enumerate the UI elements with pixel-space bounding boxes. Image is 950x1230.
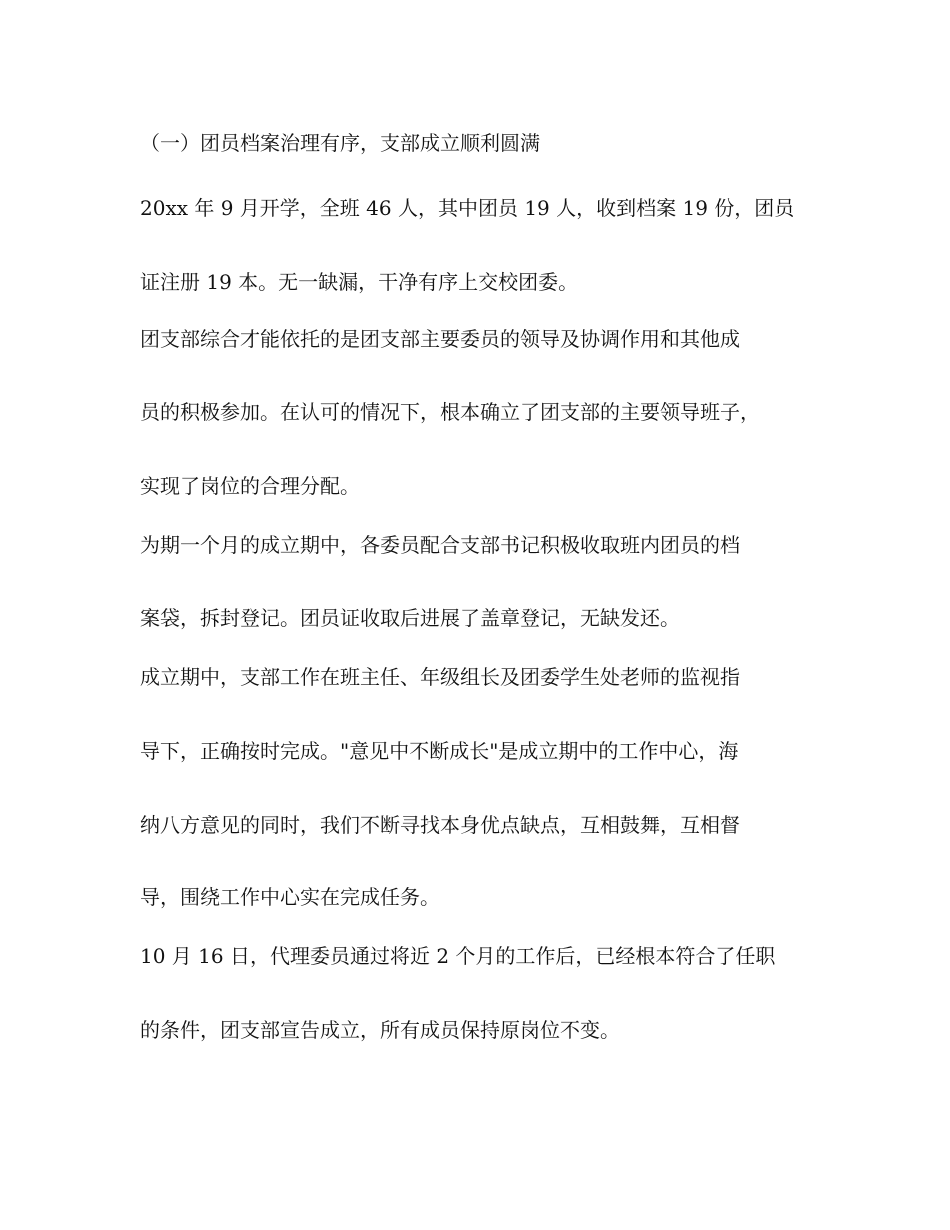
paragraph-3-line-2: 案袋，拆封登记。团员证收取后进展了盖章登记，无缺发还。 bbox=[140, 606, 680, 630]
paragraph-4-line-1: 成立期中，支部工作在班主任、年级组长及团委学生处老师的监视指 bbox=[140, 665, 740, 689]
paragraph-1-line-2: 证注册 19 本。无一缺漏，干净有序上交校团委。 bbox=[140, 270, 579, 294]
paragraph-3-line-1: 为期一个月的成立期中，各委员配合支部书记积极收取班内团员的档 bbox=[140, 533, 740, 557]
section-heading: （一）团员档案治理有序，支部成立顺利圆满 bbox=[140, 131, 540, 155]
paragraph-4-line-4: 导，围绕工作中心实在完成任务。 bbox=[140, 885, 440, 909]
paragraph-2-line-2: 员的积极参加。在认可的情况下，根本确立了团支部的主要领导班子， bbox=[140, 400, 760, 424]
paragraph-1-line-1: 20xx 年 9 月开学，全班 46 人，其中团员 19 人，收到档案 19 份，团员 bbox=[140, 196, 795, 220]
paragraph-2-line-3: 实现了岗位的合理分配。 bbox=[140, 474, 360, 498]
paragraph-5-line-2: 的条件，团支部宣告成立，所有成员保持原岗位不变。 bbox=[140, 1018, 620, 1042]
paragraph-2-line-1: 团支部综合才能依托的是团支部主要委员的领导及协调作用和其他成 bbox=[140, 327, 740, 351]
paragraph-4-line-3: 纳八方意见的同时，我们不断寻找本身优点缺点，互相鼓舞，互相督 bbox=[140, 813, 740, 837]
paragraph-5-line-1: 10 月 16 日，代理委员通过将近 2 个月的工作后，已经根本符合了任职 bbox=[140, 944, 776, 968]
paragraph-4-line-2: 导下，正确按时完成。"意见中不断成长"是成立期中的工作中心，海 bbox=[140, 739, 739, 763]
